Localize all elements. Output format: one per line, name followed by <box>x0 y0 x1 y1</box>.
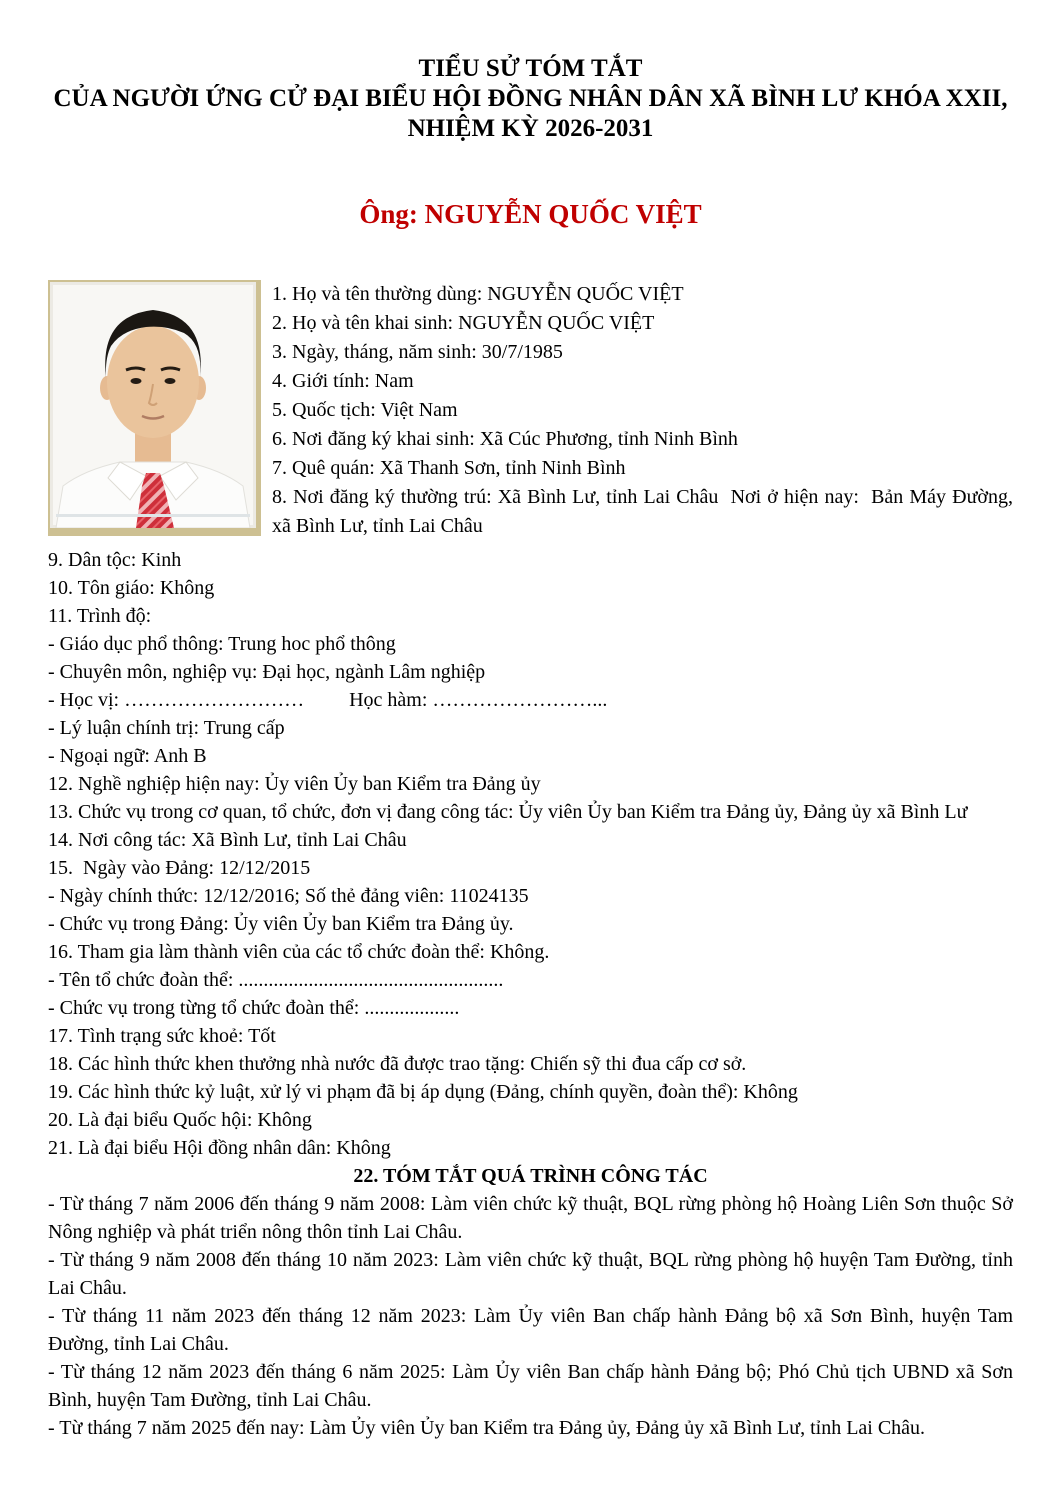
info-item-10: 10. Tôn giáo: Không <box>48 577 215 599</box>
career-entry-3: - Từ tháng 11 năm 2023 đến tháng 12 năm 2023: Làm Ủy viên Ban chấp hành Đảng bộ xã Sơn Bình, huyện Tam Đường, tỉnh Lai Châu. <box>48 1305 1013 1355</box>
info-item-14: 14. Nơi công tác: Xã Bình Lư, tỉnh Lai Châu <box>48 829 407 851</box>
info-item-11-politics: - Lý luận chính trị: Trung cấp <box>48 717 285 739</box>
info-item-4: 4. Giới tính: Nam <box>272 370 414 392</box>
info-item-9: 9. Dân tộc: Kinh <box>48 549 182 571</box>
candidate-name: Ông: NGUYỄN QUỐC VIỆT <box>359 199 702 229</box>
info-item-13: 13. Chức vụ trong cơ quan, tổ chức, đơn vị đang công tác: Ủy viên Ủy ban Kiểm tra Đảng ủy, Đảng ủy xã Bình Lư <box>48 801 968 823</box>
info-item-2: 2. Họ và tên khai sinh: NGUYỄN QUỐC VIỆT <box>272 312 655 334</box>
career-history-list <box>48 1190 1013 1442</box>
document-title: TIỂU SỬ TÓM TẮT <box>418 55 643 82</box>
document-subtitle: CỦA NGƯỜI ỨNG CỬ ĐẠI BIỂU HỘI ĐỒNG NHÂN DÂN XÃ BÌNH LƯ KHÓA XXII, <box>53 85 1008 112</box>
info-item-16-org-role: - Chức vụ trong từng tổ chức đoàn thể: ................... <box>48 997 460 1019</box>
info-item-15-official-date: - Ngày chính thức: 12/12/2016; Số thẻ đảng viên: 11024135 <box>48 885 529 907</box>
info-item-1: 1. Họ và tên thường dùng: NGUYỄN QUỐC VIỆT <box>272 283 684 305</box>
info-item-11: 11. Trình độ: <box>48 605 152 627</box>
career-entry-5: - Từ tháng 7 năm 2025 đến nay: Làm Ủy viên Ủy ban Kiểm tra Đảng ủy, Đảng ủy xã Bình Lư, tỉnh Lai Châu. <box>48 1417 926 1439</box>
info-item-18: 18. Các hình thức khen thưởng nhà nước đã được trao tặng: Chiến sỹ thi đua cấp cơ sở. <box>48 1053 747 1075</box>
photo-and-basic-info <box>48 280 1013 541</box>
info-item-21: 21. Là đại biểu Hội đồng nhân dân: Không <box>48 1137 391 1159</box>
info-item-11-education: - Giáo dục phổ thông: Trung hoc phổ thông <box>48 633 396 655</box>
info-item-15: 15. Ngày vào Đảng: 12/12/2015 <box>48 857 311 879</box>
info-item-7: 7. Quê quán: Xã Thanh Sơn, tỉnh Ninh Bình <box>272 457 626 479</box>
info-item-8: 8. Nơi đăng ký thường trú: Xã Bình Lư, tỉnh Lai Châu Nơi ở hiện nay: Bản Máy Đường, xã Bình Lư, tỉnh Lai Châu <box>272 486 1013 537</box>
info-item-19: 19. Các hình thức kỷ luật, xử lý vi phạm đã bị áp dụng (Đảng, chính quyền, đoàn thể): Không <box>48 1081 798 1103</box>
career-entry-1: - Từ tháng 7 năm 2006 đến tháng 9 năm 2008: Làm viên chức kỹ thuật, BQL rừng phòng hộ Hoàng Liên Sơn thuộc Sở Nông nghiệp và phát triển nông thôn tỉnh Lai Châu. <box>48 1193 1013 1243</box>
info-item-12: 12. Nghề nghiệp hiện nay: Ủy viên Ủy ban Kiểm tra Đảng ủy <box>48 773 541 795</box>
career-entry-2: - Từ tháng 9 năm 2008 đến tháng 10 năm 2023: Làm viên chức kỹ thuật, BQL rừng phòng hộ huyện Tam Đường, tỉnh Lai Châu. <box>48 1249 1013 1299</box>
detail-info-list <box>48 546 1013 1162</box>
info-item-6: 6. Nơi đăng ký khai sinh: Xã Cúc Phương, tỉnh Ninh Bình <box>272 428 738 450</box>
basic-info-list <box>272 280 1013 541</box>
portrait-illustration <box>50 282 256 528</box>
career-entry-4: - Từ tháng 12 năm 2023 đến tháng 6 năm 2025: Làm Ủy viên Ban chấp hành Đảng bộ; Phó Chủ tịch UBND xã Sơn Bình, huyện Tam Đường, tỉnh Lai Châu. <box>48 1361 1013 1411</box>
info-item-11-profession: - Chuyên môn, nghiệp vụ: Đại học, ngành Lâm nghiệp <box>48 661 486 683</box>
career-section-heading: 22. TÓM TẮT QUÁ TRÌNH CÔNG TÁC <box>353 1165 708 1187</box>
info-item-11-degree: - Học vị: ……………………… Học hàm: ……………………... <box>48 689 608 711</box>
candidate-portrait-photo <box>48 280 261 536</box>
info-item-5: 5. Quốc tịch: Việt Nam <box>272 399 458 421</box>
document-title-block <box>48 54 1013 144</box>
info-item-16: 16. Tham gia làm thành viên của các tổ chức đoàn thể: Không. <box>48 941 550 963</box>
info-item-3: 3. Ngày, tháng, năm sinh: 30/7/1985 <box>272 341 563 363</box>
info-item-11-language: - Ngoại ngữ: Anh B <box>48 745 207 767</box>
info-item-16-org-name: - Tên tổ chức đoàn thể: ..................................................... <box>48 969 504 991</box>
info-item-20: 20. Là đại biểu Quốc hội: Không <box>48 1109 312 1131</box>
document-term: NHIỆM KỲ 2026-2031 <box>407 115 654 142</box>
info-item-17: 17. Tình trạng sức khoẻ: Tốt <box>48 1025 276 1047</box>
info-item-15-party-role: - Chức vụ trong Đảng: Ủy viên Ủy ban Kiểm tra Đảng ủy. <box>48 913 514 935</box>
